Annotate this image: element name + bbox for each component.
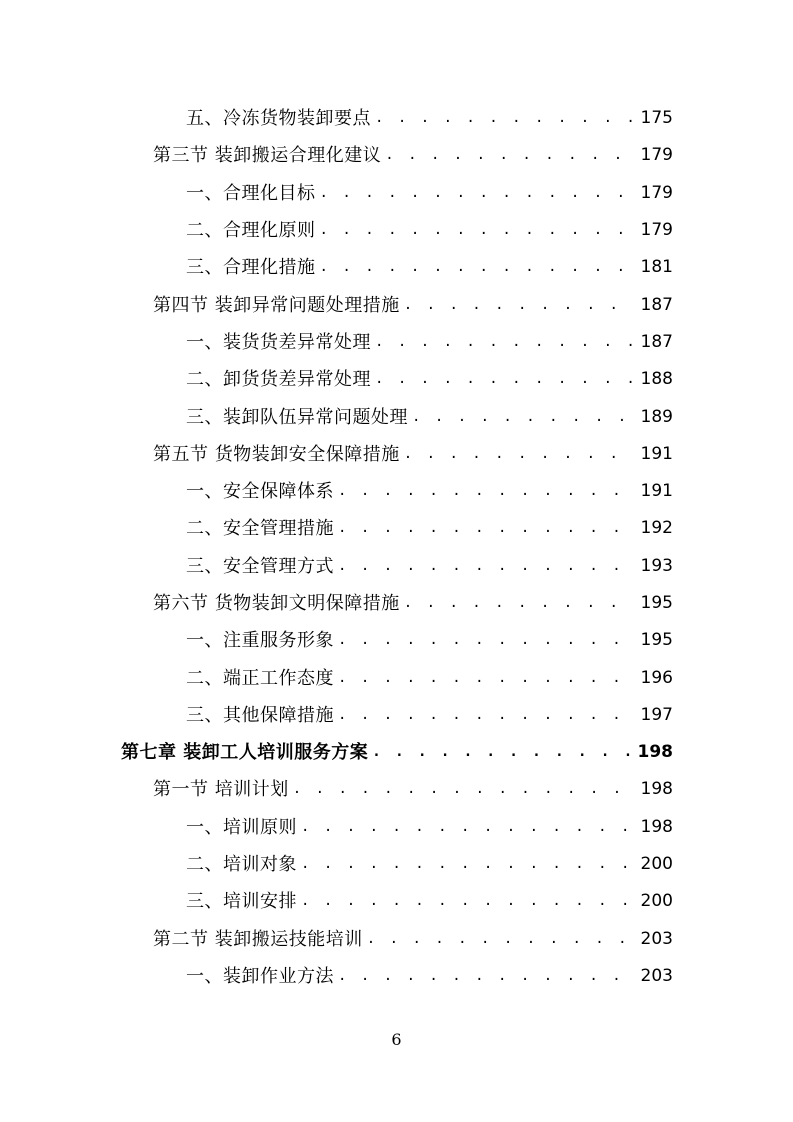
toc-dot-leader — [385, 137, 634, 174]
toc-dot-leader — [338, 473, 635, 510]
toc-entry-page: 179 — [640, 220, 673, 241]
toc-dot-leader — [338, 510, 635, 547]
toc-entry-page: 175 — [640, 108, 673, 129]
toc-entry-page: 203 — [640, 965, 673, 986]
toc-entry-title: 二、培训对象 — [186, 854, 297, 876]
toc-entry[interactable] — [0, 958, 793, 995]
toc-entry-page: 198 — [640, 779, 673, 800]
toc-dot-leader — [338, 660, 635, 697]
toc-entry-title: 第七章 装卸工人培训服务方案 — [121, 742, 369, 764]
toc-entry-page: 192 — [640, 518, 673, 539]
toc-entry[interactable] — [0, 809, 793, 846]
toc-entry-title: 第一节 培训计划 — [153, 779, 289, 801]
toc-entry-title: 第五节 货物装卸安全保障措施 — [153, 443, 400, 465]
toc-entry-title: 二、安全管理措施 — [186, 518, 334, 540]
toc-entry[interactable] — [0, 175, 793, 212]
toc-dot-leader — [338, 958, 635, 995]
toc-entry[interactable] — [0, 883, 793, 920]
toc-entry[interactable] — [0, 846, 793, 883]
toc-entry-title: 三、合理化措施 — [186, 257, 316, 279]
toc-entry[interactable] — [0, 548, 793, 585]
toc-entry-title: 第二节 装卸搬运技能培训 — [153, 928, 363, 950]
toc-entry[interactable] — [0, 771, 793, 808]
toc-entry[interactable] — [0, 361, 793, 398]
toc-dot-leader — [301, 883, 635, 920]
toc-dot-leader — [338, 548, 635, 585]
toc-entry-page: 196 — [640, 667, 673, 688]
toc-dot-leader — [375, 100, 635, 137]
toc-entry-title: 三、其他保障措施 — [186, 704, 334, 726]
toc-entry[interactable] — [0, 622, 793, 659]
toc-entry-title: 一、装货货差异常处理 — [186, 331, 371, 353]
toc-entry-page: 181 — [640, 257, 673, 278]
toc-dot-leader — [404, 287, 635, 324]
toc-entry-title: 三、装卸队伍异常问题处理 — [186, 406, 408, 428]
toc-entry-page: 197 — [640, 704, 673, 725]
toc-entry-title: 一、培训原则 — [186, 816, 297, 838]
toc-entry[interactable] — [0, 697, 793, 734]
toc-entry-title: 一、合理化目标 — [186, 182, 316, 204]
toc-entry-page: 200 — [640, 891, 673, 912]
toc-dot-leader — [412, 399, 635, 436]
toc-entry-page: 203 — [640, 928, 673, 949]
toc-entry[interactable] — [0, 585, 793, 622]
toc-entry-title: 二、端正工作态度 — [186, 667, 334, 689]
toc-dot-leader — [338, 622, 635, 659]
toc-entry-title: 第四节 装卸异常问题处理措施 — [153, 294, 400, 316]
toc-entry-title: 三、培训安排 — [186, 891, 297, 913]
toc-dot-leader — [338, 697, 635, 734]
toc-entry-page: 198 — [640, 816, 673, 837]
toc-entry-title: 三、安全管理方式 — [186, 555, 334, 577]
toc-entry-page: 191 — [640, 481, 673, 502]
toc-entry[interactable] — [0, 398, 793, 435]
toc-dot-leader — [375, 324, 635, 361]
page-number: 6 — [391, 1030, 402, 1049]
toc-entry-title: 五、冷冻货物装卸要点 — [186, 108, 371, 130]
toc-entry-page: 187 — [640, 331, 673, 352]
toc-entry[interactable] — [0, 324, 793, 361]
toc-dot-leader — [404, 436, 635, 473]
toc-entry[interactable] — [0, 473, 793, 510]
toc-entry-title: 第六节 货物装卸文明保障措施 — [153, 593, 400, 614]
toc-entry[interactable] — [0, 100, 793, 137]
toc-entry[interactable] — [0, 921, 793, 958]
toc-entry[interactable] — [0, 137, 793, 174]
toc-entry-title: 一、安全保障体系 — [186, 481, 334, 503]
toc-dot-leader — [372, 734, 631, 771]
toc-dot-leader — [320, 249, 635, 286]
toc-entry[interactable] — [0, 436, 793, 473]
toc-dot-leader — [301, 846, 635, 883]
toc-entry-title: 二、卸货货差异常处理 — [186, 369, 371, 391]
toc-entry-page: 179 — [640, 145, 673, 166]
toc-entry[interactable] — [0, 286, 793, 323]
toc-entry[interactable] — [0, 249, 793, 286]
toc-dot-leader — [301, 809, 635, 846]
toc-entry[interactable] — [0, 659, 793, 696]
table-of-contents — [0, 100, 793, 995]
toc-entry-page: 193 — [640, 555, 673, 576]
toc-entry[interactable] — [0, 212, 793, 249]
toc-entry-page: 200 — [640, 854, 673, 875]
toc-entry-page: 188 — [640, 369, 673, 390]
toc-entry-page: 179 — [640, 182, 673, 203]
toc-entry-page: 187 — [640, 294, 673, 315]
toc-entry-page: 191 — [640, 443, 673, 464]
toc-entry[interactable] — [0, 510, 793, 547]
toc-entry-page: 198 — [637, 742, 673, 763]
toc-dot-leader — [320, 212, 635, 249]
toc-entry-title: 一、注重服务形象 — [186, 630, 334, 652]
toc-dot-leader — [375, 361, 635, 398]
toc-entry-page: 195 — [640, 593, 673, 613]
toc-dot-leader — [367, 921, 635, 958]
toc-entry-page: 189 — [640, 406, 673, 427]
toc-entry-page: 195 — [640, 630, 673, 651]
toc-dot-leader — [320, 175, 635, 212]
toc-entry-title: 一、装卸作业方法 — [186, 965, 334, 987]
toc-entry-title: 第三节 装卸搬运合理化建议 — [153, 145, 382, 167]
toc-dot-leader — [404, 585, 635, 622]
toc-chapter-entry[interactable] — [0, 734, 793, 771]
toc-dot-leader — [293, 771, 635, 808]
toc-entry-title: 二、合理化原则 — [186, 220, 316, 242]
